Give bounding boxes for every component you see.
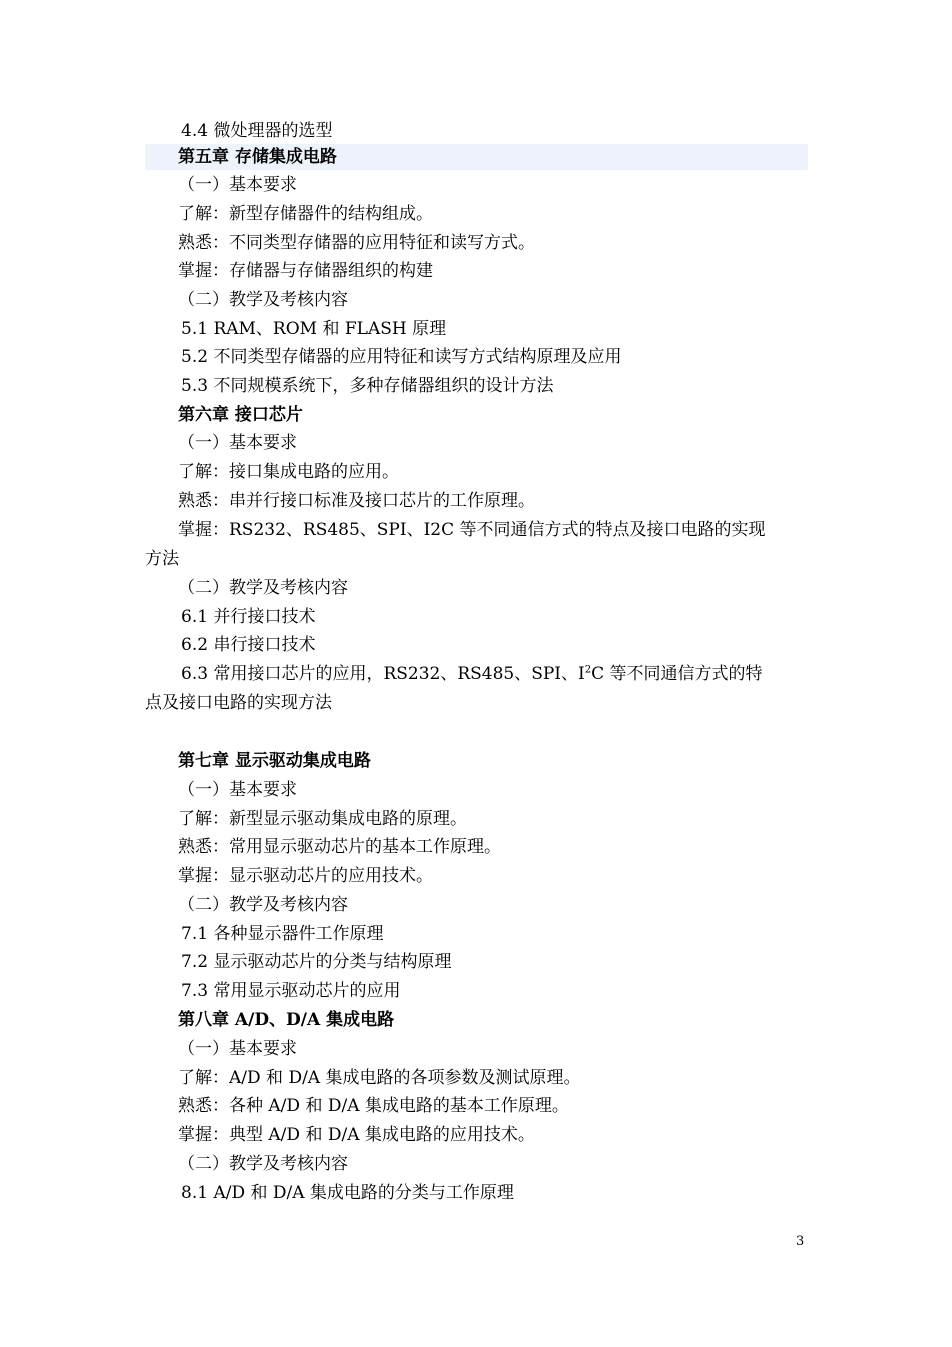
master-item-continued: 方法 [145, 549, 179, 569]
section-7-2: 7.2 显示驱动芯片的分类与结构原理 [181, 952, 452, 972]
basic-requirements-label: （一）基本要求 [178, 175, 297, 195]
understand-item: 了解：A/D 和 D/A 集成电路的各项参数及测试原理。 [178, 1068, 581, 1088]
understand-item: 了解：新型显示驱动集成电路的原理。 [178, 809, 467, 829]
section-7-1: 7.1 各种显示器件工作原理 [181, 924, 384, 944]
section-7-3: 7.3 常用显示驱动芯片的应用 [181, 981, 401, 1001]
section-5-1: 5.1 RAM、ROM 和 FLASH 原理 [181, 319, 447, 339]
section-6-1: 6.1 并行接口技术 [181, 607, 316, 627]
familiar-item: 熟悉：各种 A/D 和 D/A 集成电路的基本工作原理。 [178, 1096, 569, 1116]
master-item: 掌握：显示驱动芯片的应用技术。 [178, 866, 433, 886]
master-item: 掌握：RS232、RS485、SPI、I2C 等不同通信方式的特点及接口电路的实现 [178, 520, 766, 540]
master-item: 掌握：典型 A/D 和 D/A 集成电路的应用技术。 [178, 1125, 535, 1145]
page-number: 3 [796, 1234, 805, 1249]
familiar-item: 熟悉：串并行接口标准及接口芯片的工作原理。 [178, 491, 535, 511]
chapter-7-heading: 第七章 显示驱动集成电路 [178, 751, 371, 771]
section-4-4: 4.4 微处理器的选型 [181, 121, 333, 141]
basic-requirements-label: （一）基本要求 [178, 780, 297, 800]
understand-item: 了解：接口集成电路的应用。 [178, 462, 399, 482]
superscript-2: 2 [584, 664, 592, 676]
chapter-5-heading: 第五章 存储集成电路 [178, 147, 337, 167]
teaching-content-label: （二）教学及考核内容 [178, 895, 348, 915]
basic-requirements-label: （一）基本要求 [178, 433, 297, 453]
understand-item: 了解：新型存储器件的结构组成。 [178, 204, 433, 224]
section-6-3-text-b: C 等不同通信方式的特 [591, 664, 763, 684]
master-item: 掌握：存储器与存储器组织的构建 [178, 261, 433, 281]
section-5-2: 5.2 不同类型存储器的应用特征和读写方式结构原理及应用 [181, 347, 622, 367]
teaching-content-label: （二）教学及考核内容 [178, 290, 348, 310]
section-6-2: 6.2 串行接口技术 [181, 635, 316, 655]
familiar-item: 熟悉：不同类型存储器的应用特征和读写方式。 [178, 233, 535, 253]
section-6-3-continued: 点及接口电路的实现方法 [145, 693, 332, 713]
section-6-3 [0, 660, 952, 688]
section-8-1: 8.1 A/D 和 D/A 集成电路的分类与工作原理 [181, 1183, 514, 1203]
chapter-8-heading: 第八章 A/D、D/A 集成电路 [178, 1010, 395, 1030]
basic-requirements-label: （一）基本要求 [178, 1039, 297, 1059]
chapter-6-heading: 第六章 接口芯片 [178, 405, 303, 425]
teaching-content-label: （二）教学及考核内容 [178, 578, 348, 598]
familiar-item: 熟悉：常用显示驱动芯片的基本工作原理。 [178, 837, 501, 857]
section-5-3: 5.3 不同规模系统下，多种存储器组织的设计方法 [181, 376, 554, 396]
teaching-content-label: （二）教学及考核内容 [178, 1154, 348, 1174]
section-6-3-text-a: 6.3 常用接口芯片的应用，RS232、RS485、SPI、I [181, 664, 585, 684]
